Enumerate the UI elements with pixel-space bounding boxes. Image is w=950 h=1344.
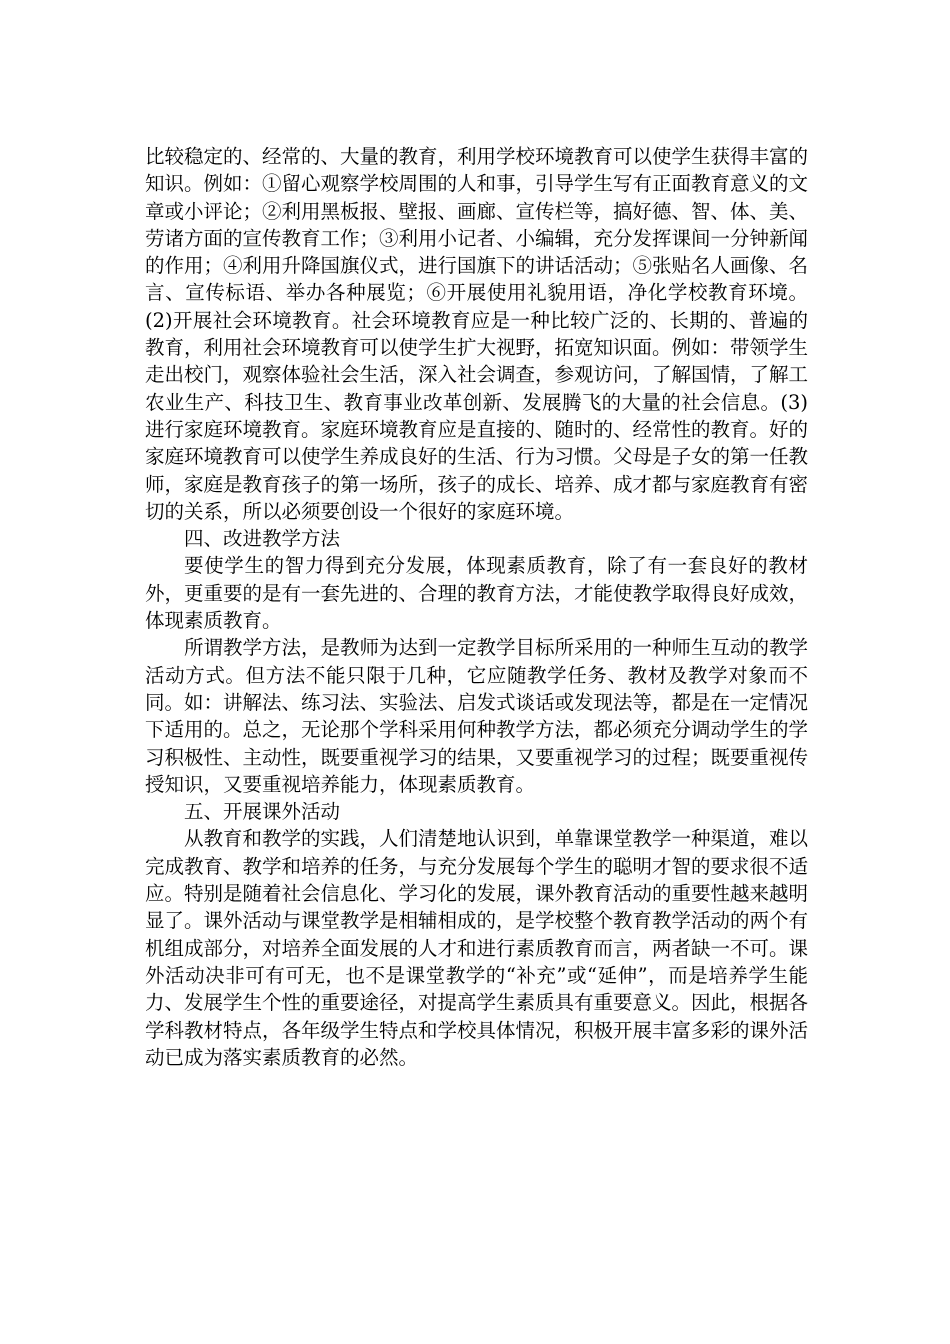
document-body (145, 143, 808, 1071)
section-heading-teaching-methods: 四、改进教学方法 (184, 527, 341, 551)
paragraph-environment-education: 比较稳定的、经常的、大量的教育，利用学校环境教育可以使学生获得丰富的知识。例如：①留心观察学校周围的人和事，引导学生写有正面教育意义的文章或小评论；②利用黑板报、壁报、画廊、宣传栏等，搞好德、智、体、美、劳诸方面的宣传教育工作；③利用小记者、小编辑，充分发挥课间一分钟新闻的作用；④利用升降国旗仪式，进行国旗下的讲话活动；⑤张贴名人画像、名言、宣传标语、举办各种展览；⑥开展使用礼貌用语，净化学校教育环境。(2)开展社会环境教育。社会环境教育应是一种比较广泛的、长期的、普遍的教育，利用社会环境教育可以使学生扩大视野，拓宽知识面。例如：带领学生走出校门，观察体验社会生活，深入社会调查，参观访问，了解国情，了解工农业生产、科技卫生、教育事业改革创新、发展腾飞的大量的社会信息。(3)进行家庭环境教育。家庭环境教育应是直接的、随时的、经常性的教育。好的家庭环境教育可以使学生养成良好的生活、行为习惯。父母是子女的第一任教师，家庭是教育孩子的第一场所，孩子的成长、培养、成才都与家庭教育有密切的关系，所以必须要创设一个很好的家庭环境。 (145, 145, 809, 523)
paragraph-teaching-methods-definition: 所谓教学方法，是教师为达到一定教学目标所采用的一种师生互动的教学活动方式。但方法不能只限于几种，它应随教学任务、教材及教学对象而不同。如：讲解法、练习法、实验法、启发式谈话或发现法等，都是在一定情况下适用的。总之，无论那个学科采用何种教学方法，都必须充分调动学生的学习积极性、主动性，既要重视学习的结果，又要重视学习的过程；既要重视传授知识，又要重视培养能力，体现素质教育。 (145, 636, 809, 796)
paragraph-intelligence-development: 要使学生的智力得到充分发展，体现素质教育，除了有一套良好的教材外，更重要的是有一套先进的、合理的教育方法，才能使教学取得良好成效，体现素质教育。 (145, 554, 809, 633)
paragraph-extracurricular-activities: 从教育和教学的实践，人们清楚地认识到，单靠课堂教学一种渠道，难以完成教育、教学和培养的任务，与充分发展每个学生的聪明才智的要求很不适应。特别是随着社会信息化、学习化的发展，课外教育活动的重要性越来越明显了。课外活动与课堂教学是相辅相成的，是学校整个教育教学活动的两个有机组成部分，对培养全面发展的人才和进行素质教育而言，两者缺一不可。课外活动决非可有可无，也不是课堂教学的“补充”或“延伸”，而是培养学生能力、发展学生个性的重要途径，对提高学生素质具有重要意义。因此，根据各学科教材特点，各年级学生特点和学校具体情况，积极开展丰富多彩的课外活动已成为落实素质教育的必然。 (145, 827, 809, 1069)
section-heading-extracurricular: 五、开展课外活动 (184, 800, 341, 824)
